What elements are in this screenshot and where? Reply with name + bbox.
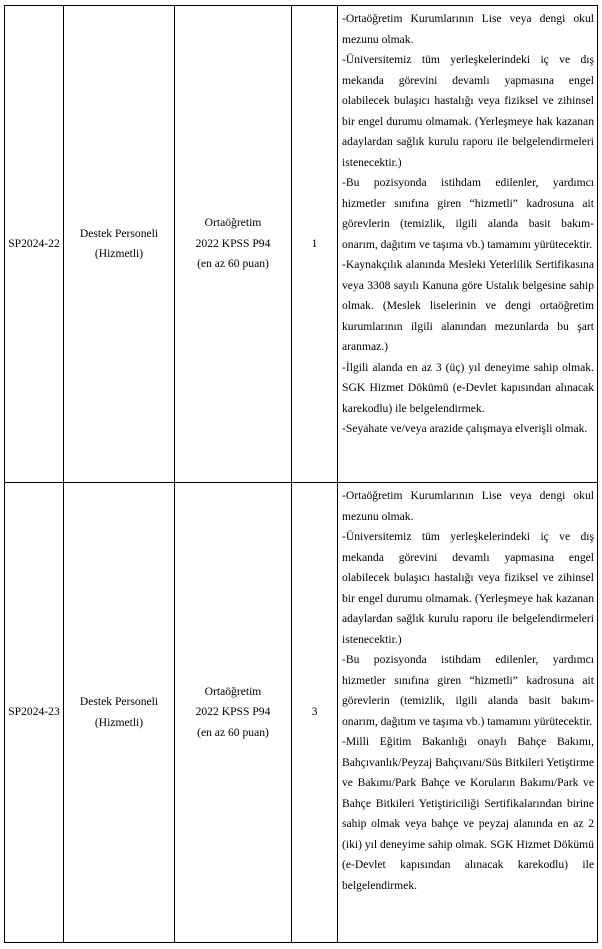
position-code: SP2024-23 xyxy=(5,483,64,943)
requirement-item: -Bu pozisyonda istihdam edilenler, yardımcı hizmetler sınıfına giren “hizmetli” kadrosuna ait görevlerin (temizlik, ilgili alanda basit bakım- onarım, dağıtım ve taşıma vb.) tamamını yürütecektir. xyxy=(342,653,594,728)
requirement-item: -Üniversitemiz tüm yerleşkelerindeki iç ve dış mekanda görevini devamlı yapmasına engel olabilecek bulaşıcı hastalığı veya fiziksel ve zihinsel bir engel durumu olmamak. (Yerleşmeye hak kazanan adaylardan sağlık kurulu raporu ile belgelendirmeleri istenecektir.) xyxy=(342,53,594,169)
requirement-item: -Kaynakçılık alanında Mesleki Yeterlilik Sertifikasına veya 3308 sayılı Kanuna göre Ustalık belgesine sahip olmak. (Meslek liselerinin ve dengi ortaöğretim kurumlarının ilgili alanından mezunlarda bu şart aranmaz.) xyxy=(342,258,594,353)
requirement-item: -Seyahate ve/veya arazide çalışmaya elverişli olmak. xyxy=(342,422,588,435)
position-code: SP2024-22 xyxy=(5,6,64,483)
requirement-item: -Milli Eğitim Bakanlığı onaylı Bahçe Bakımı, Bahçıvanlık/Peyzaj Bahçıvanı/Süs Bitkileri Yetiştirme ve Bakımı/Park Bahçe ve Koruların Bakımı/Park ve Bahçe Bitkileri Yetiştiriciliği Sertifikalarından birine sahip olmak veya bahçe ve peyzaj alanında en az 2 (iki) yıl deneyime sahip olmak. SGK Hizmet Dökümü (e-Devlet kapısından alınacak karekodlu) ile belgelendirmek. xyxy=(342,735,594,892)
education-level: Ortaöğretim xyxy=(204,216,262,230)
position-count: 1 xyxy=(292,6,338,483)
exam-type: 2022 KPSS P94 xyxy=(195,705,271,719)
requirement-item: -İlgili alanda en az 3 (üç) yıl deneyime sahip olmak. SGK Hizmet Dökümü (e-Devlet kapısından alınacak karekodlu) ile belgelendirmek. xyxy=(342,360,594,415)
education-requirement xyxy=(175,6,292,483)
table-row xyxy=(5,6,598,483)
positions-table xyxy=(4,5,598,943)
position-count: 3 xyxy=(292,483,338,943)
exam-type: 2022 KPSS P94 xyxy=(195,236,271,250)
requirement-item: -Ortaöğretim Kurumlarının Lise veya dengi okul mezunu olmak. xyxy=(342,489,594,523)
education-level: Ortaöğretim xyxy=(204,684,262,698)
education-requirement xyxy=(175,483,292,943)
position-title-line: Destek Personeli xyxy=(79,695,159,708)
requirements-cell xyxy=(338,483,598,943)
requirement-item: -Bu pozisyonda istihdam edilenler, yardımcı hizmetler sınıfına giren “hizmetli” kadrosuna ait görevlerin (temizlik, ilgili alanda basit bakım- onarım, dağıtım ve taşıma vb.) tamamını yürütecektir. xyxy=(342,176,594,251)
position-title-line: Destek Personeli xyxy=(79,226,159,240)
requirements-cell xyxy=(338,6,598,483)
minimum-score: (en az 60 puan) xyxy=(197,257,269,271)
position-title xyxy=(64,6,175,483)
requirement-item: -Üniversitemiz tüm yerleşkelerindeki iç ve dış mekanda görevini devamlı yapmasına engel olabilecek bulaşıcı hastalığı veya fiziksel ve zihinsel bir engel durumu olmamak. (Yerleşmeye hak kazanan adaylardan sağlık kurulu raporu ile belgelendirmeleri istenecektir.) xyxy=(342,530,594,646)
position-title-line: (Hizmetli) xyxy=(94,715,144,729)
position-title-line: (Hizmetli) xyxy=(94,247,144,260)
table-row xyxy=(5,483,598,943)
minimum-score: (en az 60 puan) xyxy=(197,725,269,739)
requirement-item: -Ortaöğretim Kurumlarının Lise veya dengi okul mezunu olmak. xyxy=(342,12,594,46)
position-title xyxy=(64,483,175,943)
